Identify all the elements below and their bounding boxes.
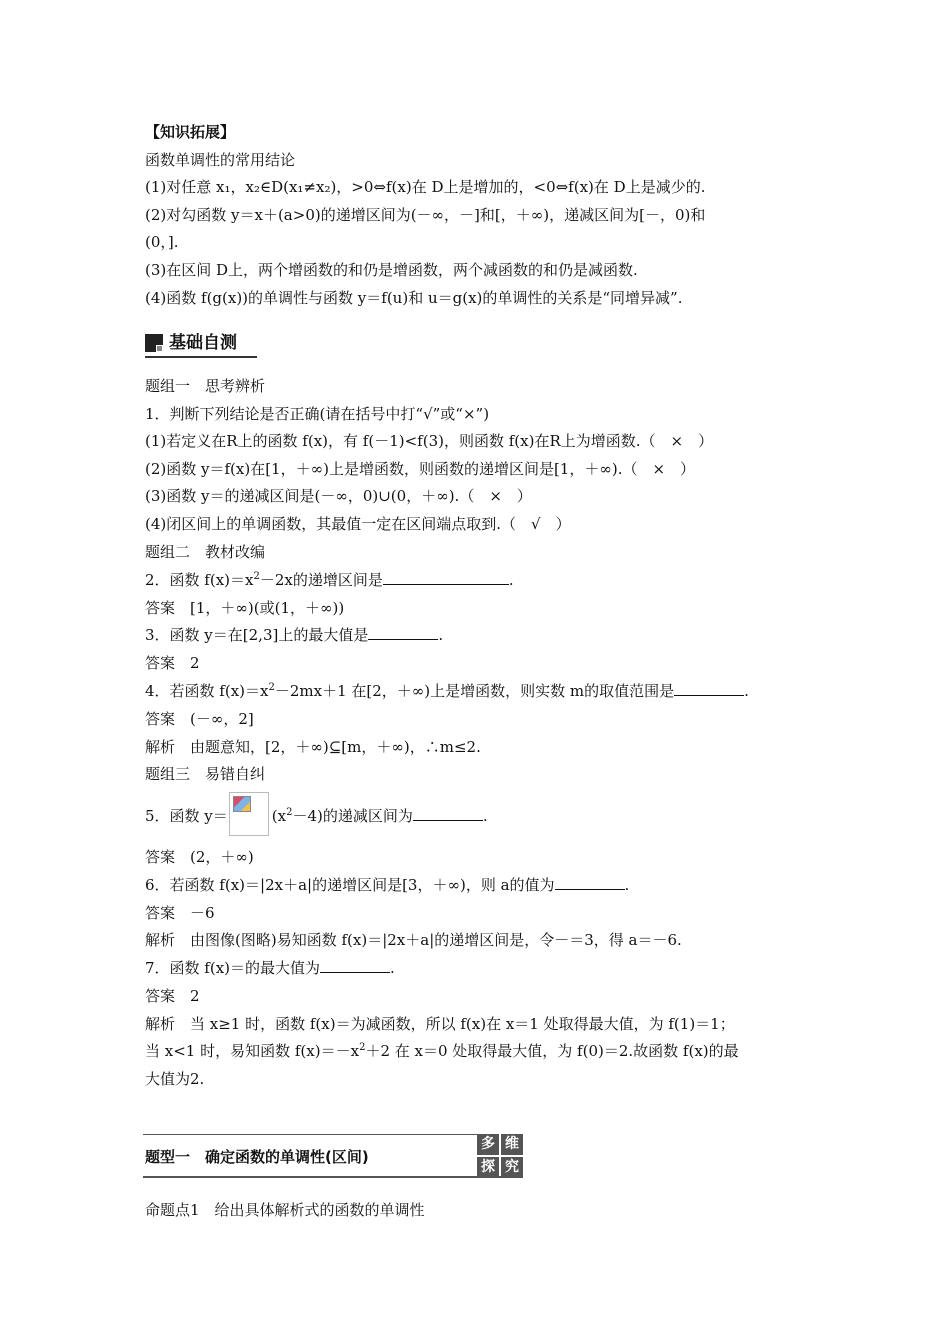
section-square-icon <box>145 334 163 352</box>
statement-4: (4)闭区间上的单调函数，其最值一定在区间端点取到.（ √ ） <box>145 515 571 533</box>
section-header <box>145 330 257 356</box>
question-2-text-b: －2x的递增区间是 <box>259 571 383 589</box>
question-4-text: 4．若函数 f(x)＝x <box>145 682 269 700</box>
statement-1: (1)若定义在R上的函数 f(x)，有 f(－1)<f(3)，则函数 f(x)在R上为增函数.（ × ） <box>145 432 714 450</box>
statement-3: (3)函数 y＝的递减区间是(－∞，0)∪(0，＋∞).（ × ） <box>145 487 532 505</box>
question-2 <box>145 570 514 590</box>
question-3-end: . <box>438 626 444 644</box>
question-6 <box>145 875 629 895</box>
answer-6: 答案 －6 <box>145 904 215 922</box>
question-type-band <box>143 1134 523 1178</box>
explanation-4: 解析 由题意知，[2，＋∞)⊆[m，＋∞)，∴m≤2. <box>145 738 481 756</box>
formula-image <box>229 792 269 836</box>
question-2-text: 2．函数 f(x)＝x <box>145 571 254 589</box>
explanation-7-text-b: ＋2 在 x＝0 处取得最大值，为 f(0)＝2.故函数 f(x)的最 <box>365 1042 739 1060</box>
question-3-text: 3．函数 y＝在[2,3]上的最大值是 <box>145 626 369 644</box>
band-bottom-rule <box>143 1176 523 1178</box>
question-3 <box>145 625 443 645</box>
badge-char: 探 <box>481 1159 495 1175</box>
section-underline <box>145 356 257 358</box>
multi-dimension-badge <box>477 1134 523 1178</box>
explanation-7-sup: 2 <box>359 1042 366 1053</box>
question-6-text: 6．若函数 f(x)＝|2x＋a|的递增区间是[3，＋∞)，则 a的值为 <box>145 876 555 894</box>
explanation-7-end: 大值为2. <box>145 1070 205 1088</box>
answer-4: 答案 (－∞，2] <box>145 710 254 728</box>
broken-image-icon <box>233 796 251 812</box>
section-title: 基础自测 <box>169 333 237 353</box>
answer-blank <box>674 681 744 696</box>
answer-blank <box>555 875 625 890</box>
answer-3: 答案 2 <box>145 654 200 672</box>
badge-char: 究 <box>505 1159 519 1175</box>
question-4-sup: 2 <box>268 682 275 693</box>
knowledge-point-1: (1)对任意 x₁，x₂∈D(x₁≠x₂)，>0⇔f(x)在 D上是增加的，<0⇔f(x)在 D上是减少的. <box>145 178 706 196</box>
question-4 <box>145 681 749 701</box>
knowledge-point-3: (3)在区间 D上，两个增函数的和仍是增函数，两个减函数的和仍是减函数. <box>145 261 638 279</box>
question-7-end: . <box>390 959 395 977</box>
knowledge-point-2-cont: (0，]. <box>145 233 179 251</box>
question-5-text-c: －4)的递减区间为 <box>292 807 413 825</box>
explanation-7: 解析 当 x≥1 时，函数 f(x)＝为减函数，所以 f(x)在 x＝1 处取得最大值，为 f(1)＝1； <box>145 1015 735 1033</box>
question-4-end: . <box>744 682 749 700</box>
question-5-text-b: (x <box>271 807 287 825</box>
statement-2: (2)函数 y＝f(x)在[1，＋∞)上是增函数，则函数的递增区间是[1，＋∞).（ × ） <box>145 460 696 478</box>
group1-title: 题组一 思考辨析 <box>145 377 266 395</box>
knowledge-point-4: (4)函数 f(g(x))的单调性与函数 y＝f(u)和 u＝g(x)的单调性的关系是“同增异减”. <box>145 289 683 307</box>
explanation-7-text: 当 x<1 时，易知函数 f(x)＝－x <box>145 1042 360 1060</box>
question-6-end: . <box>624 876 630 894</box>
question-type-title: 题型一 确定函数的单调性(区间) <box>145 1148 369 1166</box>
question-5-text: 5．函数 y＝ <box>145 807 228 825</box>
knowledge-point-2: (2)对勾函数 y＝x＋(a>0)的递增区间为(－∞，－]和[，＋∞)，递减区间为[－，0)和 <box>145 206 706 224</box>
question-2-end: . <box>508 571 514 589</box>
explanation-6: 解析 由图像(图略)易知函数 f(x)＝|2x＋a|的递增区间是，令－＝3，得 a＝－6. <box>145 931 682 949</box>
topic-title: 命题点1 给出具体解析式的函数的单调性 <box>145 1201 425 1219</box>
answer-blank <box>413 806 483 821</box>
knowledge-title: 函数单调性的常用结论 <box>145 151 296 169</box>
group3-title: 题组三 易错自纠 <box>145 765 266 783</box>
group2-title: 题组二 教材改编 <box>145 543 266 561</box>
badge-char: 多 <box>481 1136 495 1152</box>
question-5 <box>145 806 488 826</box>
answer-7: 答案 2 <box>145 987 200 1005</box>
answer-blank <box>368 625 438 640</box>
badge-divider <box>477 1155 523 1157</box>
question-5-end: . <box>482 807 488 825</box>
answer-2: 答案 [1，＋∞)(或(1，＋∞)) <box>145 599 345 617</box>
explanation-7-cont <box>145 1041 739 1061</box>
question-1: 1．判断下列结论是否正确(请在括号中打“√”或“×”) <box>145 405 490 423</box>
badge-char: 维 <box>505 1136 519 1152</box>
question-7-text: 7．函数 f(x)＝的最大值为 <box>145 959 321 977</box>
answer-blank <box>320 958 390 973</box>
answer-5: 答案 (2，＋∞) <box>145 848 254 866</box>
band-top-rule <box>143 1134 477 1135</box>
question-7 <box>145 958 395 978</box>
answer-blank <box>383 570 509 585</box>
question-4-text-b: －2mx＋1 在[2，＋∞)上是增函数，则实数 m的取值范围是 <box>274 682 675 700</box>
knowledge-heading: 【知识拓展】 <box>145 123 236 141</box>
question-2-sup: 2 <box>253 571 260 582</box>
question-5-sup: 2 <box>286 807 293 818</box>
